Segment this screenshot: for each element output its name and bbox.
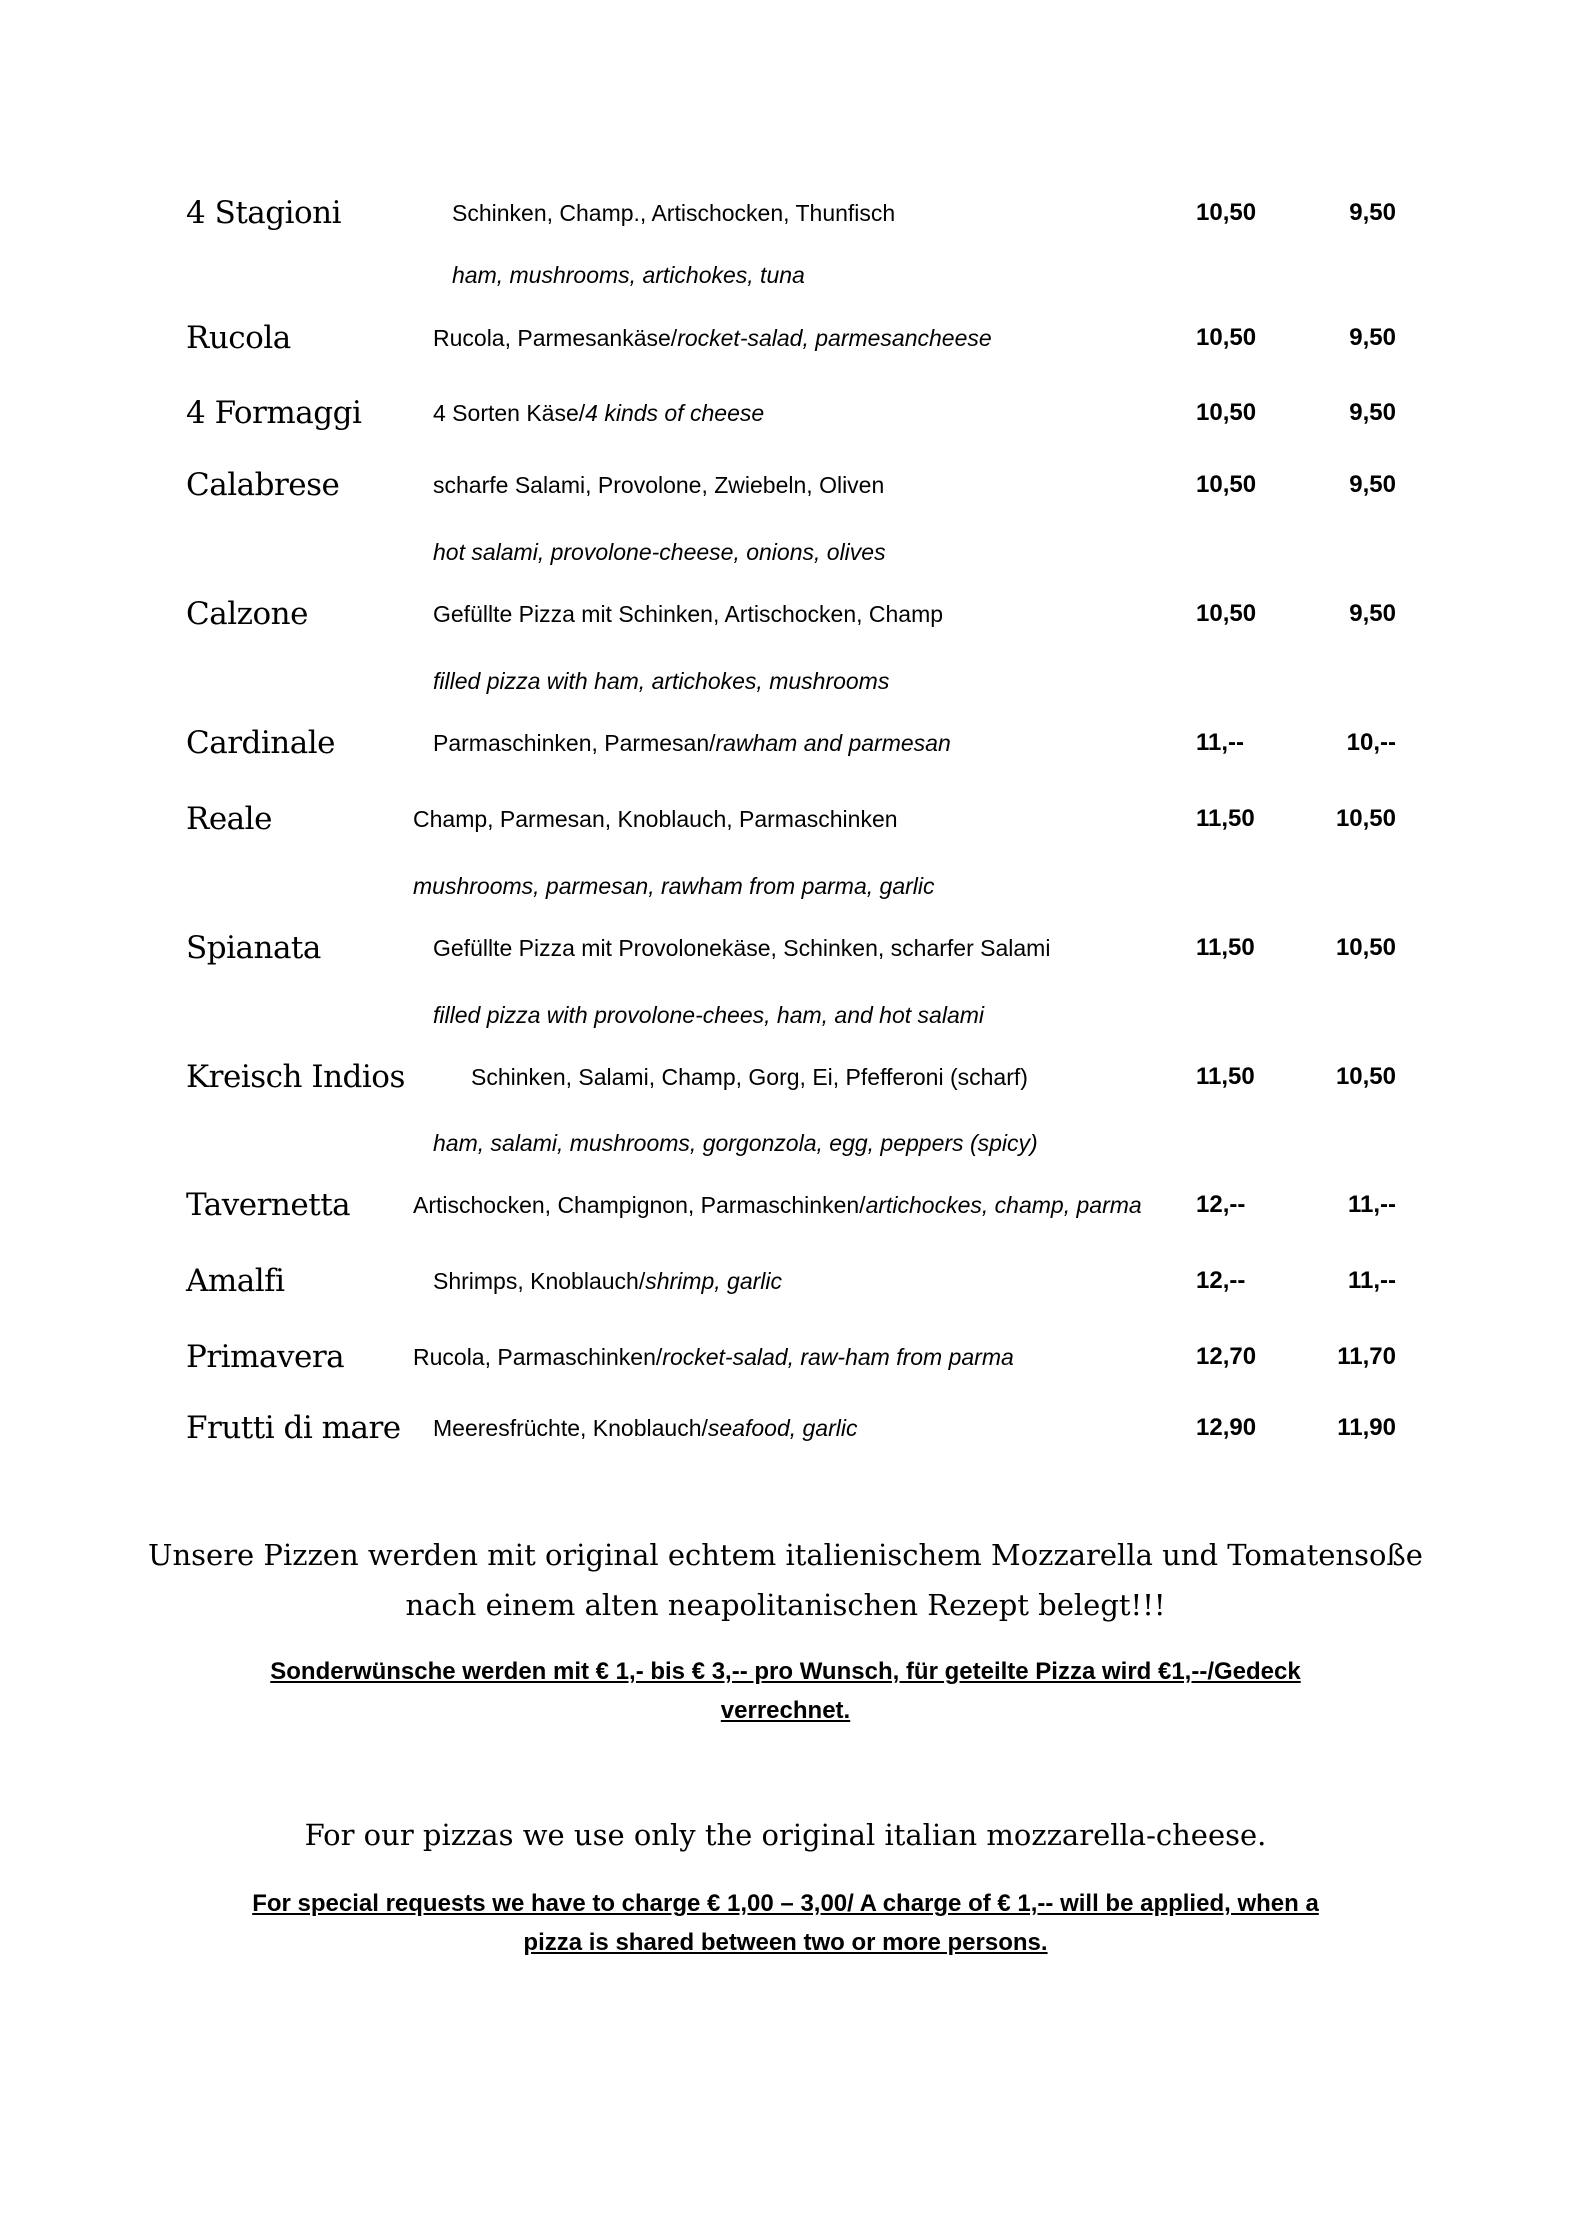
menu-item bbox=[0, 308, 1571, 368]
pizza-description: 4 Sorten Käse/4 kinds of cheese bbox=[433, 400, 765, 426]
pizza-translation: filled pizza with ham, artichokes, mushrooms bbox=[433, 668, 890, 694]
price-large: 10,50 bbox=[1196, 199, 1257, 226]
pizza-description: Artischocken, Champignon, Parmaschinken/artichockes, champ, parma bbox=[413, 1192, 1142, 1218]
price-large: 10,50 bbox=[1196, 324, 1257, 351]
price-small: 11,-- bbox=[1347, 1267, 1396, 1294]
pizza-description: Gefüllte Pizza mit Schinken, Artischocken, Champ bbox=[433, 601, 944, 627]
price-small: 9,50 bbox=[1349, 324, 1396, 351]
pizza-translation: ham, mushrooms, artichokes, tuna bbox=[452, 262, 805, 288]
price-small: 10,50 bbox=[1335, 805, 1396, 832]
pizza-translation: filled pizza with provolone-chees, ham, and hot salami bbox=[433, 1002, 985, 1028]
menu-item bbox=[0, 1398, 1571, 1458]
pizza-translation: hot salami, provolone-cheese, onions, olives bbox=[433, 539, 886, 565]
pizza-description: Schinken, Champ., Artischocken, Thunfisch bbox=[452, 200, 896, 226]
menu-item bbox=[0, 383, 1571, 443]
menu-item bbox=[0, 789, 1571, 849]
menu-item bbox=[0, 1047, 1571, 1107]
special-requests-english: For special requests we have to charge € 1,00 – 3,00/ A charge of € 1,-- will be applied, when a pizza is shared between two or more persons. bbox=[252, 1890, 1319, 1956]
special-requests-german: Sonderwünsche werden mit € 1,- bis € 3,-- pro Wunsch, für geteilte Pizza wird €1,--/Gedeck verrechnet. bbox=[270, 1658, 1301, 1724]
menu-item bbox=[0, 1251, 1571, 1311]
pizza-translation: ham, salami, mushrooms, gorgonzola, egg, peppers (spicy) bbox=[433, 1130, 1038, 1156]
pizza-name: Kreisch Indios bbox=[186, 1059, 405, 1095]
pizza-name: Frutti di mare bbox=[186, 1410, 401, 1446]
pizza-description: Rucola, Parmesankäse/rocket-salad, parmesancheese bbox=[433, 325, 992, 351]
pizza-description: scharfe Salami, Provolone, Zwiebeln, Oliven bbox=[433, 472, 885, 498]
pizza-name: 4 Formaggi bbox=[186, 395, 362, 431]
price-small: 9,50 bbox=[1349, 399, 1396, 426]
pizza-name: Reale bbox=[186, 801, 272, 837]
price-small: 11,-- bbox=[1347, 1191, 1396, 1218]
pizza-description: Champ, Parmesan, Knoblauch, Parmaschinken bbox=[413, 806, 898, 832]
menu-item bbox=[0, 183, 1571, 243]
price-large: 12,70 bbox=[1196, 1343, 1257, 1370]
menu-item bbox=[0, 1175, 1571, 1235]
note-german: Unsere Pizzen werden mit original echtem italienischem Mozzarella und Tomatensoße nach einem alten neapolitanischen Rezept belegt!!! bbox=[148, 1538, 1423, 1622]
price-small: 10,50 bbox=[1335, 1063, 1396, 1090]
pizza-description: Schinken, Salami, Champ, Gorg, Ei, Pfefferoni (scharf) bbox=[471, 1064, 1028, 1090]
price-small: 10,-- bbox=[1346, 729, 1396, 756]
pizza-name: 4 Stagioni bbox=[186, 195, 342, 231]
menu-item bbox=[0, 713, 1571, 773]
pizza-translation: mushrooms, parmesan, rawham from parma, garlic bbox=[413, 873, 935, 899]
pizza-description: Rucola, Parmaschinken/rocket-salad, raw-ham from parma bbox=[413, 1344, 1014, 1370]
price-large: 12,90 bbox=[1196, 1414, 1257, 1441]
pizza-name: Primavera bbox=[186, 1339, 345, 1375]
price-large: 10,50 bbox=[1196, 471, 1257, 498]
note-english: For our pizzas we use only the original italian mozzarella-cheese. bbox=[304, 1818, 1267, 1852]
menu-item bbox=[0, 584, 1571, 644]
pizza-name: Cardinale bbox=[186, 725, 335, 761]
price-small: 9,50 bbox=[1349, 199, 1396, 226]
price-small: 11,70 bbox=[1337, 1343, 1396, 1370]
pizza-name: Rucola bbox=[186, 320, 291, 356]
price-small: 11,90 bbox=[1337, 1414, 1396, 1441]
pizza-name: Amalfi bbox=[186, 1263, 285, 1299]
pizza-description: Shrimps, Knoblauch/shrimp, garlic bbox=[433, 1268, 782, 1294]
price-small: 9,50 bbox=[1349, 600, 1396, 627]
pizza-name: Tavernetta bbox=[186, 1187, 351, 1223]
price-large: 10,50 bbox=[1196, 600, 1257, 627]
price-large: 11,50 bbox=[1196, 1063, 1255, 1090]
pizza-description: Meeresfrüchte, Knoblauch/seafood, garlic bbox=[433, 1415, 858, 1441]
price-large: 12,-- bbox=[1196, 1191, 1246, 1218]
price-large: 12,-- bbox=[1196, 1267, 1246, 1294]
menu-item bbox=[0, 918, 1571, 978]
price-large: 11,50 bbox=[1196, 805, 1255, 832]
price-small: 9,50 bbox=[1349, 471, 1396, 498]
pizza-name: Calabrese bbox=[186, 467, 340, 503]
pizza-name: Spianata bbox=[186, 930, 321, 966]
pizza-description: Gefüllte Pizza mit Provolonekäse, Schinken, scharfer Salami bbox=[433, 935, 1051, 961]
pizza-description: Parmaschinken, Parmesan/rawham and parmesan bbox=[433, 730, 951, 756]
price-small: 10,50 bbox=[1335, 934, 1396, 961]
price-large: 11,-- bbox=[1196, 729, 1245, 756]
menu-item bbox=[0, 455, 1571, 515]
price-large: 10,50 bbox=[1196, 399, 1257, 426]
price-large: 11,50 bbox=[1196, 934, 1255, 961]
menu-item bbox=[0, 1327, 1571, 1387]
pizza-name: Calzone bbox=[186, 596, 308, 632]
